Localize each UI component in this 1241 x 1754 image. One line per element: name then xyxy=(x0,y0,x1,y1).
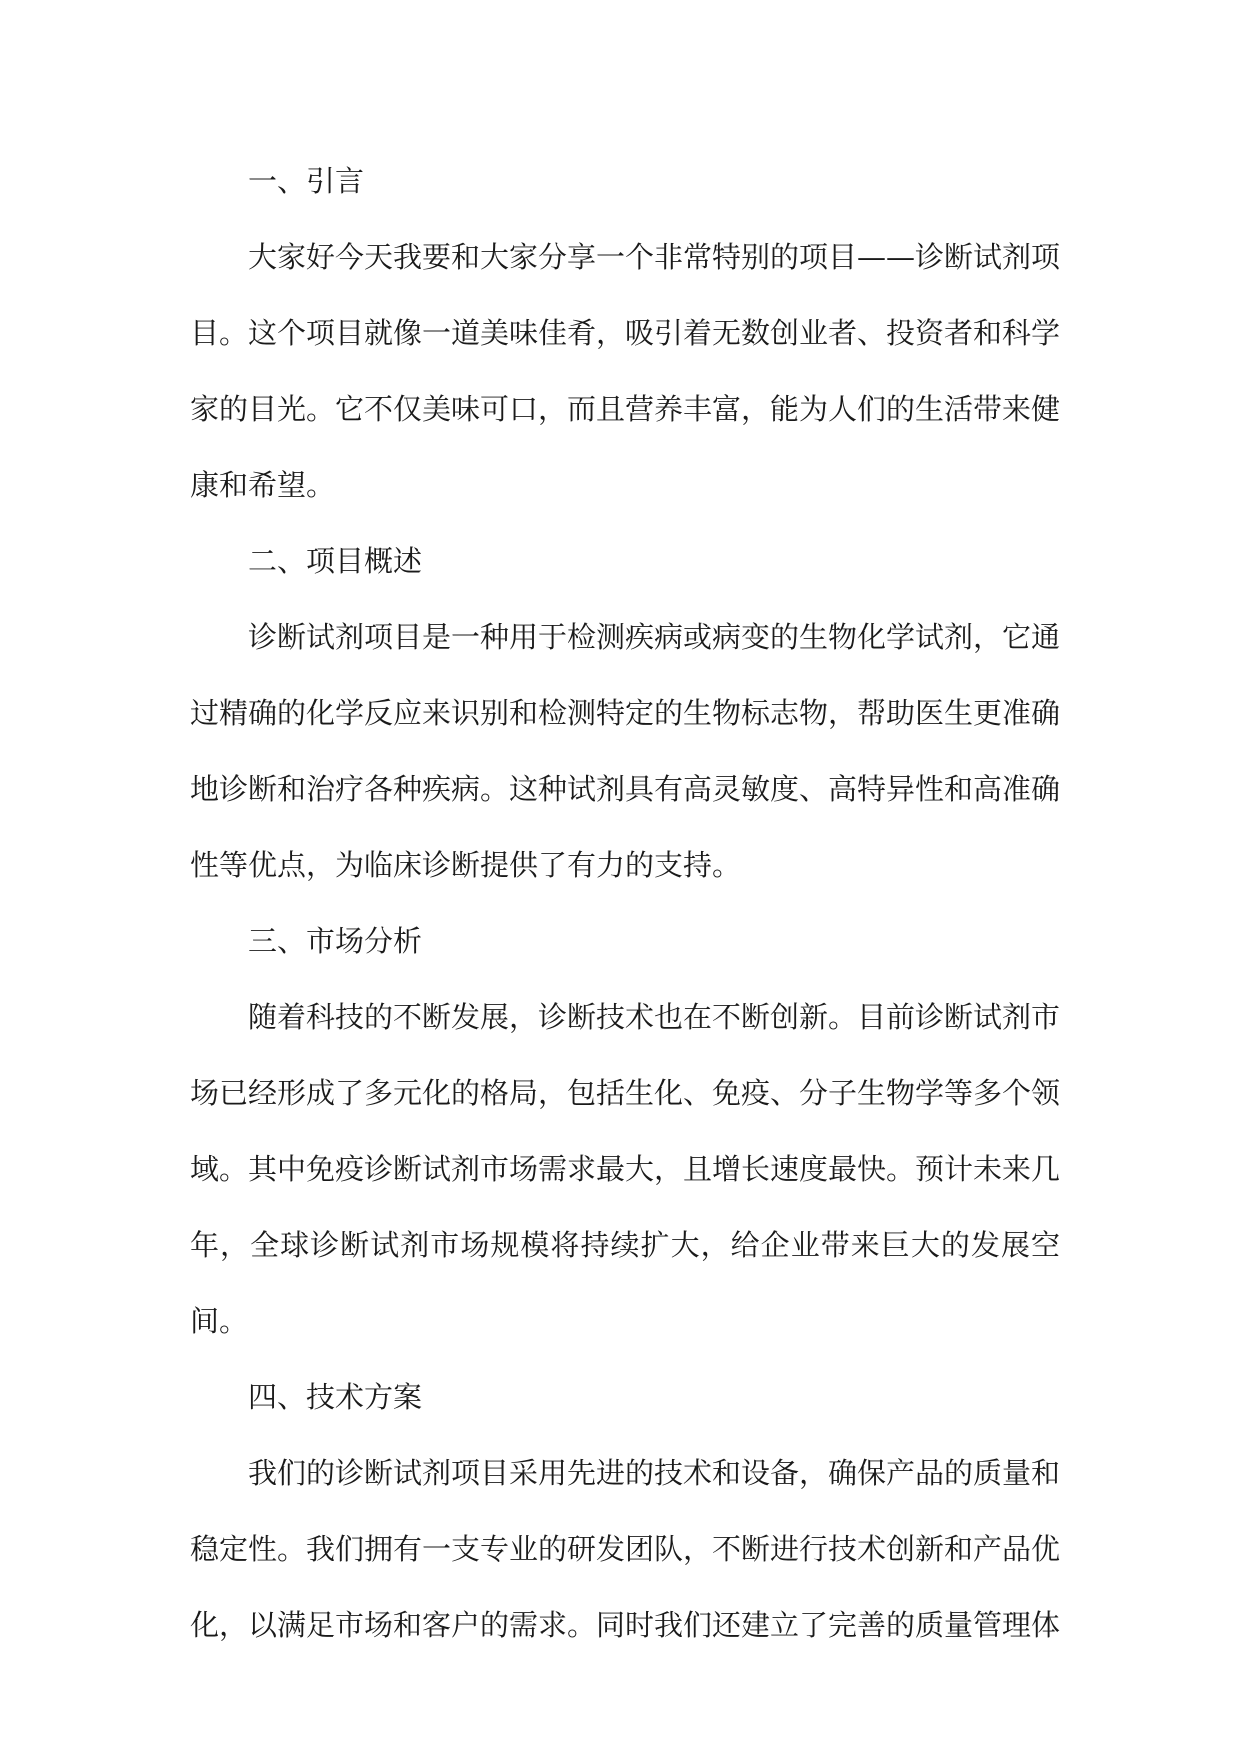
section-heading-overview: 二、项目概述 xyxy=(248,544,423,578)
section-heading-introduction: 一、引言 xyxy=(248,164,365,198)
section-paragraph-overview: 诊断试剂项目是一种用于检测疾病或病变的生物化学试剂，它通过精确的化学反应来识别和检测特定的生物标志物，帮助医生更准确地诊断和治疗各种疾病。这种试剂具有高灵敏度、高特异性和高准确性等优点，为临床诊断提供了有力的支持。 xyxy=(190,620,1061,882)
section-paragraph-introduction: 大家好今天我要和大家分享一个非常特别的项目——诊断试剂项目。这个项目就像一道美味佳肴，吸引着无数创业者、投资者和科学家的目光。它不仅美味可口，而且营养丰富，能为人们的生活带来健康和希望。 xyxy=(190,240,1061,502)
document-body xyxy=(190,143,1060,1663)
section-paragraph-technical-plan: 我们的诊断试剂项目采用先进的技术和设备，确保产品的质量和稳定性。我们拥有一支专业的研发团队，不断进行技术创新和产品优化，以满足市场和客户的需求。同时我们还建立了完善的质量管理体 xyxy=(190,1456,1061,1642)
section-heading-technical-plan: 四、技术方案 xyxy=(248,1380,423,1414)
section-heading-market-analysis: 三、市场分析 xyxy=(248,924,423,958)
section-paragraph-market-analysis: 随着科技的不断发展，诊断技术也在不断创新。目前诊断试剂市场已经形成了多元化的格局，包括生化、免疫、分子生物学等多个领域。其中免疫诊断试剂市场需求最大，且增长速度最快。预计未来几年，全球诊断试剂市场规模将持续扩大，给企业带来巨大的发展空间。 xyxy=(190,1000,1061,1338)
